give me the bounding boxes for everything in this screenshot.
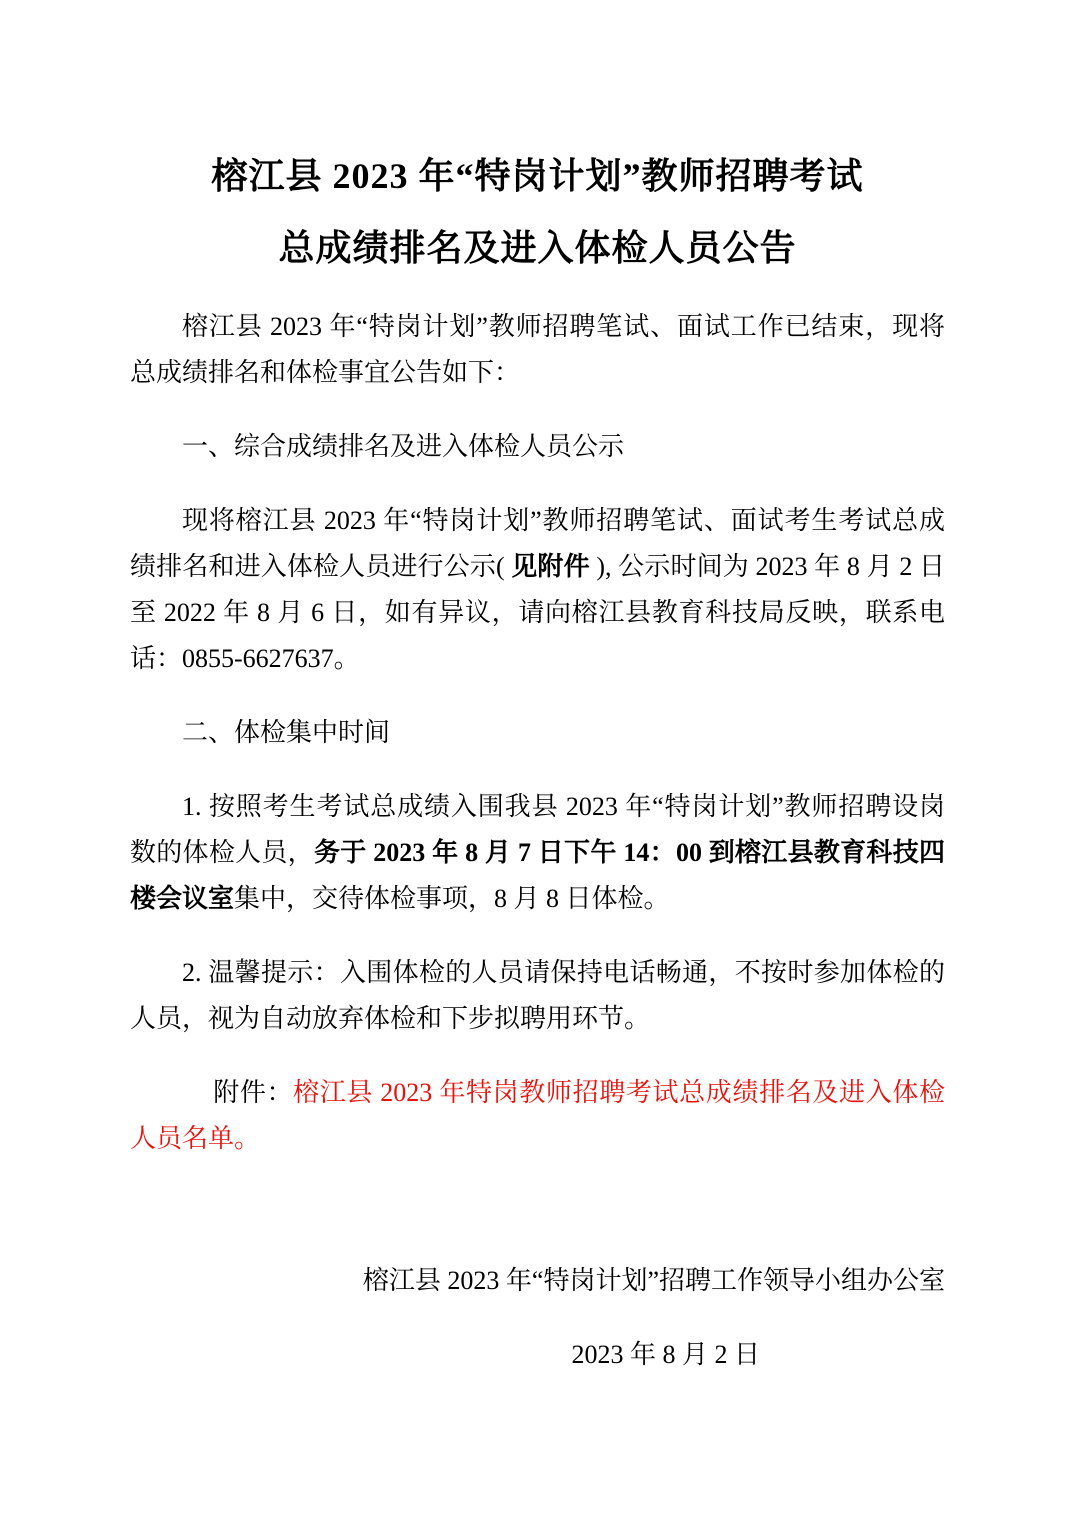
document-content (130, 140, 945, 1378)
section-heading-1: 一、综合成绩排名及进入体检人员公示 (182, 432, 625, 461)
signature-block (130, 1258, 945, 1378)
section-heading-2: 二、体检集中时间 (182, 718, 391, 747)
signature-office: 榕江县 2023 年“特岗计划”招聘工作领导小组办公室 (362, 1266, 945, 1295)
paragraph-intro: 榕江县 2023 年“特岗计划”教师招聘笔试、面试工作已结束，现将总成绩排名和体检事宜公告如下： (130, 312, 945, 387)
paragraph-item1 (130, 784, 945, 922)
document-title-line2: 总成绩排名及进入体检人员公告 (278, 228, 797, 268)
signature-date: 2023 年 8 月 2 日 (571, 1340, 760, 1369)
publicity-see-attachment-bold: 见附件 (511, 552, 590, 581)
item1-meeting-time-bold: 务于 2023 年 8 月 7 日下午 14：00 到榕江县教育科技四楼会议室 (130, 838, 945, 913)
paragraph-publicity (130, 498, 945, 682)
document-title-line1: 榕江县 2023 年“特岗计划”教师招聘考试 (211, 156, 864, 196)
publicity-text-end: ), 公示时间为 2023 年 8 月 2 日至 2022 年 8 月 6 日，如有异议，请向榕江县教育科技局反映，联系电话：0855-6627637。 (130, 552, 945, 673)
attachment-name-red: 榕江县 2023 年特岗教师招聘考试总成绩排名及进入体检人员名单。 (130, 1078, 945, 1153)
item1-text-start: 1. 按照考生考试总成绩入围我县 2023 年“特岗计划”教师招聘设岗数的体检人员， (130, 792, 945, 867)
attachment-label: 附件： (213, 1078, 294, 1107)
document-title (130, 140, 945, 284)
paragraph-item2: 2. 温馨提示：入围体检的人员请保持电话畅通，不按时参加体检的人员，视为自动放弃体检和下步拟聘用环节。 (130, 958, 945, 1033)
paragraph-attachment (130, 1070, 945, 1162)
item1-text-end: 集中，交待体检事项，8 月 8 日体检。 (234, 884, 670, 913)
publicity-text-start: 现将榕江县 2023 年“特岗计划”教师招聘笔试、面试考生考试总成绩排名和进入体检人员进行公示( (130, 506, 945, 581)
